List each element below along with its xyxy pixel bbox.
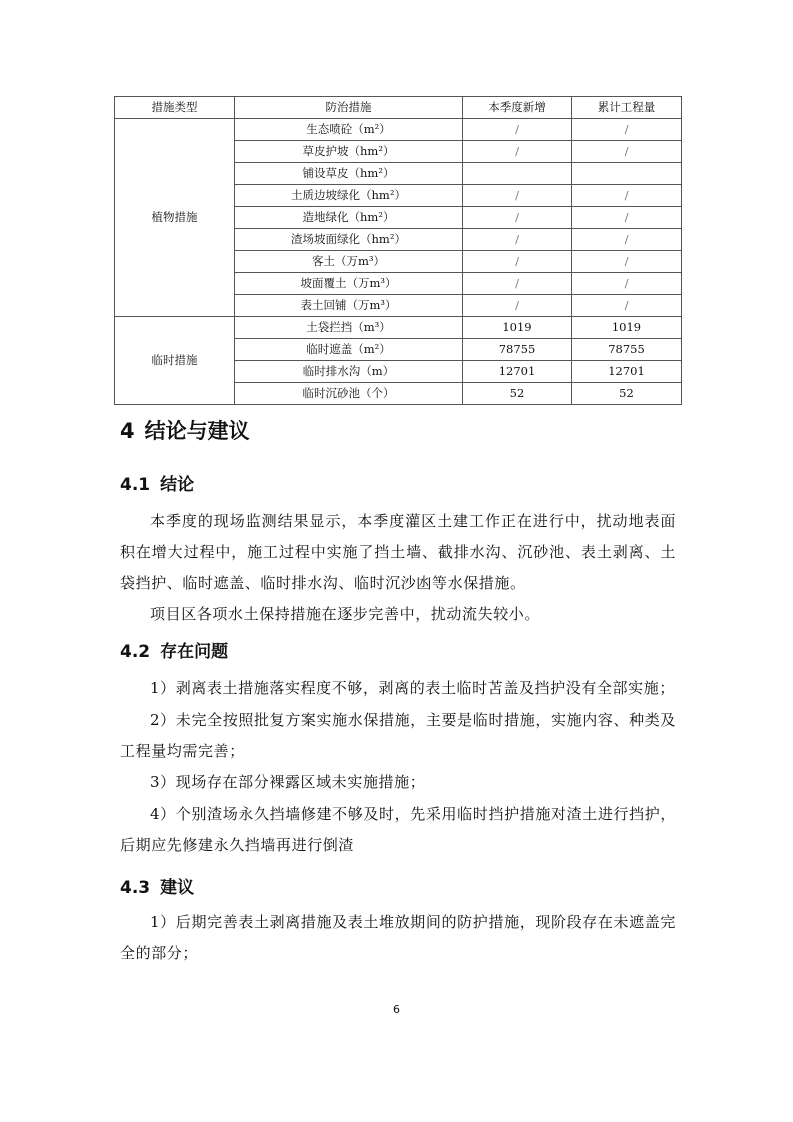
new-cell: /: [463, 141, 572, 163]
issue-item: 3）现场存在部分裸露区域未实施措施；: [150, 773, 426, 791]
measures-table: [114, 96, 682, 405]
subsection-number: 4.3: [120, 878, 151, 898]
measure-cell: 草皮护坡（hm²）: [235, 141, 463, 163]
measure-cell: 临时沉砂池（个）: [235, 383, 463, 405]
measure-cell: 临时遮盖（m²）: [235, 339, 463, 361]
subsection-number: 4.2: [120, 642, 151, 662]
conclusion-paragraph: 项目区各项水土保持措施在逐步完善中，扰动流失较小。: [150, 605, 541, 623]
new-cell: 1019: [463, 317, 572, 339]
new-cell: /: [463, 229, 572, 251]
subsection-heading-conclusion: [120, 470, 194, 495]
new-cell: /: [463, 295, 572, 317]
new-cell: /: [463, 273, 572, 295]
total-cell: 78755: [572, 339, 682, 361]
total-cell: [572, 163, 682, 185]
new-cell: /: [463, 119, 572, 141]
total-cell: /: [572, 229, 682, 251]
table-row: [115, 119, 682, 141]
measure-cell: 客土（万m³）: [235, 251, 463, 273]
conclusion-paragraph: 本季度的现场监测结果显示，本季度灌区土建工作正在进行中，扰动地表面积在增大过程中，施工过程中实施了挡土墙、截排水沟、沉砂池、表土剥离、土袋挡护、临时遮盖、临时排水沟、临时沉沙凼等水保措施。: [120, 512, 676, 592]
total-cell: /: [572, 141, 682, 163]
header-type: 措施类型: [115, 97, 235, 119]
issue-item: 2）未完全按照批复方案实施水保措施，主要是临时措施，实施内容、种类及工程量均需完善；: [120, 711, 676, 760]
total-cell: 12701: [572, 361, 682, 383]
total-cell: /: [572, 119, 682, 141]
new-cell: /: [463, 251, 572, 273]
measure-cell: 土袋拦挡（m³）: [235, 317, 463, 339]
subsection-heading-issues: [120, 637, 228, 662]
table-header-row: [115, 97, 682, 119]
total-cell: 52: [572, 383, 682, 405]
total-cell: /: [572, 295, 682, 317]
new-cell: 12701: [463, 361, 572, 383]
header-measure: 防治措施: [235, 97, 463, 119]
measure-cell: 表土回铺（万m³）: [235, 295, 463, 317]
group-type-cell: 临时措施: [115, 317, 235, 405]
total-cell: /: [572, 185, 682, 207]
section-title: 结论与建议: [144, 419, 250, 443]
measure-cell: 渣场坡面绿化（hm²）: [235, 229, 463, 251]
section-heading: [120, 415, 250, 445]
total-cell: 1019: [572, 317, 682, 339]
measure-cell: 铺设草皮（hm²）: [235, 163, 463, 185]
subsection-heading-suggestions: [120, 873, 194, 898]
header-quarter-new: 本季度新增: [463, 97, 572, 119]
measure-cell: 生态喷砼（m²）: [235, 119, 463, 141]
total-cell: /: [572, 251, 682, 273]
header-cumulative: 累计工程量: [572, 97, 682, 119]
new-cell: 78755: [463, 339, 572, 361]
page-number: 6: [393, 1003, 400, 1016]
subsection-title: 存在问题: [160, 642, 229, 662]
table-row: [115, 317, 682, 339]
subsection-title: 结论: [160, 475, 195, 495]
new-cell: /: [463, 207, 572, 229]
subsection-title: 建议: [160, 878, 195, 898]
measure-cell: 坡面覆土（万m³）: [235, 273, 463, 295]
issue-item: 1）剥离表土措施落实程度不够，剥离的表土临时苫盖及挡护没有全部实施；: [150, 679, 675, 697]
measure-cell: 土质边坡绿化（hm²）: [235, 185, 463, 207]
new-cell: 52: [463, 383, 572, 405]
new-cell: /: [463, 185, 572, 207]
total-cell: /: [572, 207, 682, 229]
group-type-cell: 植物措施: [115, 119, 235, 317]
section-number: 4: [120, 419, 135, 443]
new-cell: [463, 163, 572, 185]
suggestion-item: 1）后期完善表土剥离措施及表土堆放期间的防护措施，现阶段存在未遮盖完全的部分；: [120, 913, 676, 962]
issue-item: 4）个别渣场永久挡墙修建不够及时，先采用临时挡护措施对渣土进行挡护，后期应先修建永久挡墙再进行倒渣: [120, 805, 676, 854]
total-cell: /: [572, 273, 682, 295]
measure-cell: 临时排水沟（m）: [235, 361, 463, 383]
subsection-number: 4.1: [120, 475, 151, 495]
measure-cell: 造地绿化（hm²）: [235, 207, 463, 229]
